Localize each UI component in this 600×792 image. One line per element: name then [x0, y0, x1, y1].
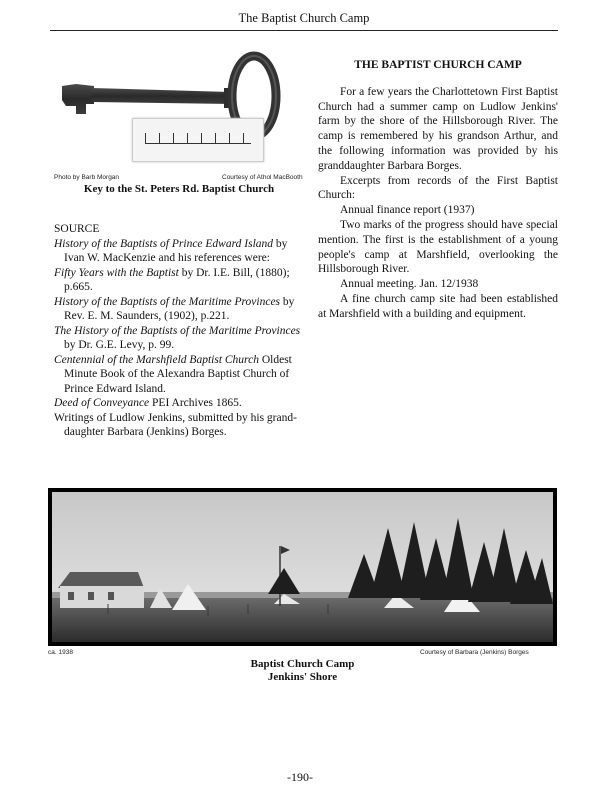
article-paragraph: Excerpts from records of the First Baptist Church:	[318, 174, 558, 202]
running-head: The Baptist Church Camp	[50, 8, 558, 31]
source-details: by Rev. E. M. Saunders, (1902), p.221.	[64, 295, 295, 322]
camp-photo-caption	[48, 658, 557, 684]
camp-caption-line2: Jenkins' Shore	[267, 671, 338, 683]
source-details: Oldest Minute Book of the Alexandra Baptist Church of Prince Edward Island.	[64, 353, 292, 395]
camp-photo-credit: Courtesy of Barbara (Jenkins) Borges	[420, 649, 529, 656]
source-title: History of the Baptists of Prince Edward Island	[54, 237, 274, 250]
source-details: Writings of Ludlow Jenkins, submitted by his grand-daughter Barbara (Jenkins) Borges.	[54, 411, 297, 438]
source-entry	[54, 324, 304, 353]
key-photograph	[54, 48, 299, 168]
source-details: by Ivan W. MacKenzie and his references were:	[64, 237, 288, 264]
key-photo-caption: Key to the St. Peters Rd. Baptist Church	[83, 183, 275, 195]
camp-scene-image	[48, 488, 557, 646]
camp-photo-date: ca. 1938	[48, 649, 73, 656]
camp-caption-line1: Baptist Church Camp	[250, 658, 355, 670]
source-title: Centennial of the Marshfield Baptist Church	[54, 353, 259, 366]
page-number: -190-	[287, 770, 313, 784]
source-entry	[54, 295, 304, 324]
key-photo-credit: Photo by Barb Morgan	[54, 174, 120, 181]
source-entry	[54, 353, 304, 397]
source-heading: SOURCE	[54, 223, 100, 235]
source-title: Fifty Years with the Baptist	[54, 266, 179, 279]
article-title: THE BAPTIST CHURCH CAMP	[354, 59, 522, 71]
source-title: The History of the Baptists of the Maritime Provinces	[54, 324, 301, 337]
source-entry	[54, 266, 304, 295]
source-entry	[54, 237, 304, 266]
article-paragraph: Annual meeting. Jan. 12/1938	[340, 278, 479, 291]
source-details: by Dr. G.E. Levy, p. 99.	[64, 339, 175, 351]
source-details: by Dr. I.E. Bill, (1880); p.665.	[64, 266, 290, 293]
article-paragraph: Annual finance report (1937)	[340, 204, 475, 217]
article	[318, 58, 558, 322]
source-entry	[54, 396, 304, 411]
measuring-ruler	[132, 118, 264, 162]
source-details: PEI Archives 1865.	[149, 397, 242, 409]
article-paragraph: For a few years the Charlottetown First Baptist Church had a summer camp on Ludlow Jenkins' farm by the shore of the Hillsborough River. The camp is remembered by his grandson Arthur, and the following information was provided by his granddaughter Barbara Borges.	[318, 85, 558, 172]
camp-photograph	[48, 488, 557, 646]
source-list	[54, 222, 304, 440]
key-photo-courtesy: Courtesy of Athol MacBooth	[222, 174, 303, 181]
source-entry	[54, 411, 304, 440]
source-title: History of the Baptists of the Maritime Provinces	[54, 295, 281, 308]
source-title: Deed of Conveyance	[54, 397, 150, 409]
article-paragraph: Two marks of the progress should have special mention. The first is the establishment of a young people's camp at Marshfield, overlooking the Hillsborough River.	[318, 218, 558, 276]
article-paragraph: A fine church camp site had been established at Marshfield with a building and equipment.	[318, 292, 558, 320]
